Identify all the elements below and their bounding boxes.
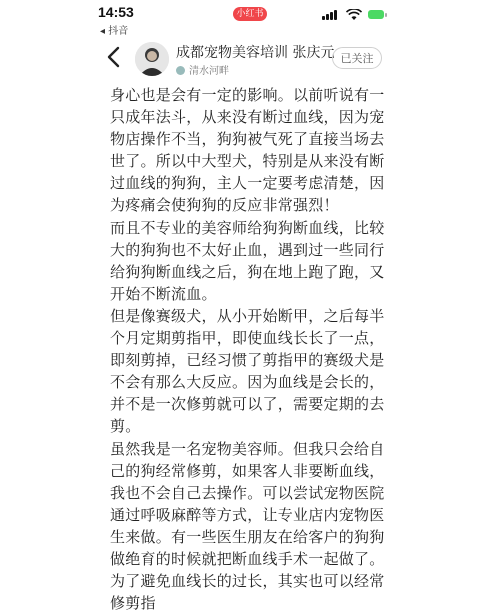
signal-icon (322, 10, 340, 20)
body-paragraph: 而且不专业的美容师给狗狗断血线，比较大的狗狗也不太好止血，遇到过一些同行给狗狗断血线之后，狗在地上跑了跑，又开始不断流血。 (110, 218, 385, 303)
app-badge: 小红书 (233, 7, 267, 21)
body-paragraph: 但是像赛级犬，从小开始断甲，之后每半个月定期剪指甲，即使血线长长了一点，即刻剪掉，已经习惯了剪指甲的赛级犬是不会有那么大反应。因为血线是会长的，并不是一次修剪就可以了，需要定期的去剪。 (110, 306, 385, 436)
avatar-image (135, 42, 169, 76)
author-name[interactable]: 成都宠物美容培训 张庆元 (176, 45, 335, 61)
back-to-app-link[interactable]: ◂ 抖音 (100, 26, 129, 37)
note-body (110, 84, 394, 614)
status-time: 14:53 (98, 4, 134, 20)
author-avatar[interactable] (135, 42, 169, 76)
battery-icon (368, 10, 384, 19)
location-icon (176, 66, 185, 75)
author-subtitle (176, 62, 229, 77)
back-arrow-icon[interactable] (104, 46, 124, 68)
note-header (0, 34, 500, 82)
author-sub-text: 清水河畔 (189, 66, 229, 77)
body-paragraph: 身心也是会有一定的影响。以前听说有一只成年法斗，从来没有断过血线，因为宠物店操作不当，狗狗被气死了直接当场去世了。所以中大型犬，特别是从来没有断过血线的狗狗，主人一定要考虑清楚，因为疼痛会使狗狗的反应非常强烈！ (110, 86, 385, 215)
status-bar (0, 0, 500, 37)
follow-button[interactable]: 已关注 (332, 47, 382, 69)
body-paragraph: 为了避免血线长的过长，其实也可以经常修剪指 (110, 572, 385, 613)
body-paragraph: 虽然我是一名宠物美容师。但我只会给自己的狗经常修剪，如果客人非要断血线，我也不会自己去操作。可以尝试宠物医院通过呼吸麻醉等方式，让专业店内宠物医生来做。有一些医生朋友在给客户的狗狗做绝育的时候就把断血线手术一起做了。 (110, 439, 385, 568)
wifi-icon (346, 9, 362, 21)
system-icons (322, 8, 386, 22)
battery-cap (385, 13, 387, 17)
